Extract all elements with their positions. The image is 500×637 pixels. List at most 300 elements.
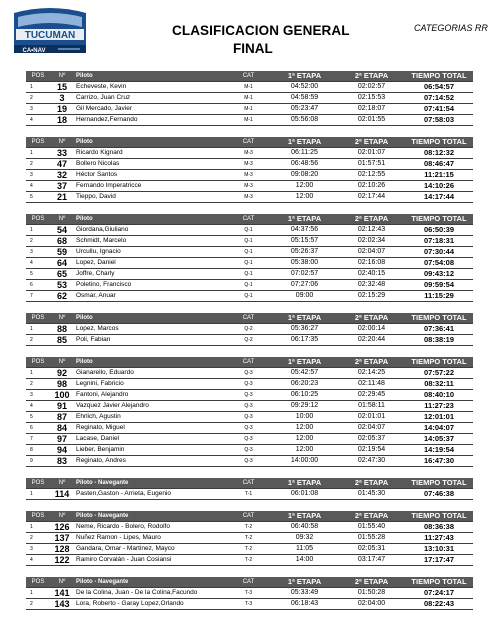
number-cell: 143 <box>50 599 74 610</box>
table-row <box>26 390 473 401</box>
stage-1-cell: 05:56:08 <box>271 115 338 126</box>
pilot-cell: Joffre, Charly <box>74 269 226 280</box>
position-cell: 1 <box>26 82 50 93</box>
category-cell: Q-3 <box>226 401 271 412</box>
table-header-row <box>26 71 473 82</box>
header-stage-2: 2ª ETAPA <box>338 71 405 82</box>
category-cell: Q-1 <box>226 269 271 280</box>
stage-1-cell: 10:00 <box>271 412 338 423</box>
category-cell: Q-1 <box>226 247 271 258</box>
header-pilot: Piloto - Navegante <box>74 478 226 489</box>
stage-2-cell: 02:14:25 <box>338 368 405 379</box>
category-cell: M-3 <box>226 148 271 159</box>
stage-1-cell: 09:00 <box>271 291 338 302</box>
header-category: CAT <box>226 214 271 225</box>
table-row <box>26 93 473 104</box>
page-header <box>0 0 500 62</box>
stage-2-cell: 02:12:43 <box>338 225 405 236</box>
stage-2-cell: 01:58:11 <box>338 401 405 412</box>
category-cell: M-3 <box>226 159 271 170</box>
header-pos: POS <box>26 478 50 489</box>
table-row <box>26 335 473 346</box>
pilot-cell: Bollero Nicolas <box>74 159 226 170</box>
total-time-cell: 08:38:19 <box>405 335 473 346</box>
header-stage-1: 1ª ETAPA <box>271 357 338 368</box>
page-title: CLASIFICACION GENERAL <box>172 23 350 38</box>
header-stage-2: 2ª ETAPA <box>338 214 405 225</box>
position-cell: 3 <box>26 544 50 555</box>
pilot-cell: Vazquez Javier Alejandro <box>74 401 226 412</box>
pilot-cell: Poli, Fabian <box>74 335 226 346</box>
header-total-time: TIEMPO TOTAL <box>405 71 473 82</box>
stage-1-cell: 04:52:00 <box>271 82 338 93</box>
stage-1-cell: 12:00 <box>271 423 338 434</box>
event-logo <box>8 5 92 57</box>
number-cell: 19 <box>50 104 74 115</box>
stage-2-cell: 02:04:07 <box>338 423 405 434</box>
pilot-cell: Poletino, Francisco <box>74 280 226 291</box>
total-time-cell: 08:46:47 <box>405 159 473 170</box>
pilot-cell: Gil Mercado, Javier <box>74 104 226 115</box>
stage-2-cell: 02:05:31 <box>338 544 405 555</box>
stage-2-cell: 02:40:15 <box>338 269 405 280</box>
category-cell: Q-3 <box>226 412 271 423</box>
number-cell: 114 <box>50 489 74 500</box>
category-cell: Q-2 <box>226 324 271 335</box>
position-cell: 1 <box>26 225 50 236</box>
number-cell: 15 <box>50 82 74 93</box>
stage-1-cell: 12:00 <box>271 445 338 456</box>
total-time-cell: 14:05:37 <box>405 434 473 445</box>
header-total-time: TIEMPO TOTAL <box>405 214 473 225</box>
total-time-cell: 08:40:10 <box>405 390 473 401</box>
table-row <box>26 170 473 181</box>
total-time-cell: 07:36:41 <box>405 324 473 335</box>
position-cell: 7 <box>26 434 50 445</box>
table-row <box>26 423 473 434</box>
stage-2-cell: 02:11:48 <box>338 379 405 390</box>
total-time-cell: 09:43:12 <box>405 269 473 280</box>
stage-2-cell: 02:12:55 <box>338 170 405 181</box>
stage-2-cell: 02:17:44 <box>338 192 405 203</box>
stage-2-cell: 02:29:45 <box>338 390 405 401</box>
header-category: CAT <box>226 71 271 82</box>
category-cell: Q-2 <box>226 335 271 346</box>
total-time-cell: 07:30:44 <box>405 247 473 258</box>
stage-1-cell: 12:00 <box>271 434 338 445</box>
stage-2-cell: 02:47:30 <box>338 456 405 467</box>
header-category: CAT <box>226 511 271 522</box>
stage-1-cell: 05:15:57 <box>271 236 338 247</box>
total-time-cell: 14:10:26 <box>405 181 473 192</box>
table-row <box>26 236 473 247</box>
header-pos: POS <box>26 71 50 82</box>
stage-1-cell: 06:48:56 <box>271 159 338 170</box>
stage-1-cell: 06:10:25 <box>271 390 338 401</box>
header-pilot: Piloto <box>74 137 226 148</box>
number-cell: 47 <box>50 159 74 170</box>
results-sections <box>26 71 473 621</box>
total-time-cell: 08:22:43 <box>405 599 473 610</box>
pilot-cell: Nuñez Ramon - Lipes, Mauro <box>74 533 226 544</box>
pilot-cell: Pasten,Gaston - Arrieta, Eugenio <box>74 489 226 500</box>
results-table <box>26 313 473 346</box>
number-cell: 21 <box>50 192 74 203</box>
table-row <box>26 181 473 192</box>
position-cell: 5 <box>26 269 50 280</box>
header-pos: POS <box>26 357 50 368</box>
position-cell: 1 <box>26 588 50 599</box>
total-time-cell: 11:21:15 <box>405 170 473 181</box>
results-table <box>26 577 473 610</box>
stage-1-cell: 05:38:00 <box>271 258 338 269</box>
pilot-cell: Gandara, Omar - Martinez, Mayco <box>74 544 226 555</box>
pilot-cell: Reginato, Miguel <box>74 423 226 434</box>
pilot-cell: Ramiro Corvalán - Juan Cosiansi <box>74 555 226 566</box>
table-header-row <box>26 214 473 225</box>
total-time-cell: 14:04:07 <box>405 423 473 434</box>
number-cell: 126 <box>50 522 74 533</box>
header-category: CAT <box>226 577 271 588</box>
header-number: Nº <box>50 478 74 489</box>
stage-1-cell: 05:26:37 <box>271 247 338 258</box>
stage-1-cell: 12:00 <box>271 192 338 203</box>
stage-2-cell: 02:01:55 <box>338 115 405 126</box>
results-table <box>26 71 473 126</box>
stage-2-cell: 01:45:30 <box>338 489 405 500</box>
header-stage-1: 1ª ETAPA <box>271 313 338 324</box>
position-cell: 1 <box>26 489 50 500</box>
stage-1-cell: 06:18:43 <box>271 599 338 610</box>
number-cell: 83 <box>50 456 74 467</box>
header-stage-1: 1ª ETAPA <box>271 214 338 225</box>
number-cell: 122 <box>50 555 74 566</box>
results-table <box>26 357 473 467</box>
number-cell: 97 <box>50 434 74 445</box>
stage-1-cell: 04:37:56 <box>271 225 338 236</box>
total-time-cell: 11:27:43 <box>405 533 473 544</box>
position-cell: 4 <box>26 555 50 566</box>
stage-2-cell: 01:55:40 <box>338 522 405 533</box>
total-time-cell: 07:41:54 <box>405 104 473 115</box>
stage-2-cell: 02:15:53 <box>338 93 405 104</box>
category-cell: Q-3 <box>226 379 271 390</box>
header-pilot: Piloto <box>74 214 226 225</box>
position-cell: 2 <box>26 236 50 247</box>
category-cell: Q-3 <box>226 445 271 456</box>
stage-2-cell: 02:00:14 <box>338 324 405 335</box>
category-cell: M-3 <box>226 181 271 192</box>
category-cell: Q-3 <box>226 434 271 445</box>
position-cell: 1 <box>26 522 50 533</box>
total-time-cell: 11:27:23 <box>405 401 473 412</box>
stage-1-cell: 11:05 <box>271 544 338 555</box>
stage-1-cell: 14:00:00 <box>271 456 338 467</box>
category-cell: Q-3 <box>226 390 271 401</box>
header-stage-2: 2ª ETAPA <box>338 313 405 324</box>
header-pilot: Piloto <box>74 313 226 324</box>
logo-text-bottom: CA•NAV <box>22 48 46 54</box>
pilot-cell: Giordana,Giuliano <box>74 225 226 236</box>
position-cell: 3 <box>26 170 50 181</box>
number-cell: 98 <box>50 379 74 390</box>
stage-1-cell: 09:29:12 <box>271 401 338 412</box>
total-time-cell: 07:14:52 <box>405 93 473 104</box>
header-pos: POS <box>26 137 50 148</box>
header-pilot: Piloto <box>74 357 226 368</box>
number-cell: 62 <box>50 291 74 302</box>
position-cell: 3 <box>26 104 50 115</box>
header-stage-2: 2ª ETAPA <box>338 478 405 489</box>
pilot-cell: Neme, Ricardo - Bolero, Rodolfo <box>74 522 226 533</box>
table-row <box>26 192 473 203</box>
category-cell: T-2 <box>226 522 271 533</box>
number-cell: 65 <box>50 269 74 280</box>
pilot-cell: Urcullu, Ignacio <box>74 247 226 258</box>
number-cell: 18 <box>50 115 74 126</box>
header-number: Nº <box>50 357 74 368</box>
category-label: CATEGORIAS RR <box>414 23 488 33</box>
table-row <box>26 456 473 467</box>
category-cell: M-1 <box>226 115 271 126</box>
table-row <box>26 115 473 126</box>
category-cell: T-2 <box>226 544 271 555</box>
stage-2-cell: 02:19:54 <box>338 445 405 456</box>
total-time-cell: 07:54:08 <box>405 258 473 269</box>
pilot-cell: Echeveste, Kevin <box>74 82 226 93</box>
total-time-cell: 08:32:11 <box>405 379 473 390</box>
stage-1-cell: 06:01:08 <box>271 489 338 500</box>
total-time-cell: 13:10:31 <box>405 544 473 555</box>
header-number: Nº <box>50 71 74 82</box>
category-cell: M-1 <box>226 93 271 104</box>
table-row <box>26 225 473 236</box>
position-cell: 1 <box>26 368 50 379</box>
results-table <box>26 137 473 203</box>
category-cell: Q-3 <box>226 368 271 379</box>
total-time-cell: 07:58:03 <box>405 115 473 126</box>
table-row <box>26 247 473 258</box>
category-cell: M-3 <box>226 192 271 203</box>
header-number: Nº <box>50 137 74 148</box>
number-cell: 33 <box>50 148 74 159</box>
position-cell: 4 <box>26 115 50 126</box>
pilot-cell: Legnini, Fabricio <box>74 379 226 390</box>
number-cell: 59 <box>50 247 74 258</box>
pilot-cell: Osmar, Anuar <box>74 291 226 302</box>
stage-2-cell: 02:02:57 <box>338 82 405 93</box>
position-cell: 2 <box>26 93 50 104</box>
category-cell: Q-1 <box>226 236 271 247</box>
pilot-cell: Tieppo, David <box>74 192 226 203</box>
header-number: Nº <box>50 214 74 225</box>
category-cell: T-1 <box>226 489 271 500</box>
table-header-row <box>26 511 473 522</box>
number-cell: 137 <box>50 533 74 544</box>
pilot-cell: Carrizo, Juan Cruz <box>74 93 226 104</box>
position-cell: 1 <box>26 324 50 335</box>
category-cell: T-2 <box>226 533 271 544</box>
number-cell: 68 <box>50 236 74 247</box>
stage-1-cell: 06:20:23 <box>271 379 338 390</box>
pilot-cell: Reginato, Andres <box>74 456 226 467</box>
category-cell: Q-1 <box>226 291 271 302</box>
category-cell: Q-1 <box>226 258 271 269</box>
header-pos: POS <box>26 313 50 324</box>
header-total-time: TIEMPO TOTAL <box>405 511 473 522</box>
stage-1-cell: 05:33:49 <box>271 588 338 599</box>
table-header-row <box>26 357 473 368</box>
stage-1-cell: 09:32 <box>271 533 338 544</box>
results-table <box>26 214 473 302</box>
table-row <box>26 445 473 456</box>
table-row <box>26 280 473 291</box>
total-time-cell: 07:57:22 <box>405 368 473 379</box>
header-stage-1: 1ª ETAPA <box>271 478 338 489</box>
total-time-cell: 06:50:39 <box>405 225 473 236</box>
table-row <box>26 434 473 445</box>
table-header-row <box>26 313 473 324</box>
pilot-cell: Lopez, Daniel <box>74 258 226 269</box>
number-cell: 92 <box>50 368 74 379</box>
table-row <box>26 82 473 93</box>
number-cell: 94 <box>50 445 74 456</box>
stage-2-cell: 02:05:37 <box>338 434 405 445</box>
category-cell: M-3 <box>226 170 271 181</box>
category-cell: Q-3 <box>226 423 271 434</box>
stage-2-cell: 02:01:07 <box>338 148 405 159</box>
total-time-cell: 07:46:38 <box>405 489 473 500</box>
total-time-cell: 11:15:29 <box>405 291 473 302</box>
header-category: CAT <box>226 478 271 489</box>
stage-2-cell: 02:10:26 <box>338 181 405 192</box>
stage-2-cell: 02:01:01 <box>338 412 405 423</box>
number-cell: 64 <box>50 258 74 269</box>
position-cell: 2 <box>26 335 50 346</box>
header-stage-2: 2ª ETAPA <box>338 511 405 522</box>
results-table <box>26 511 473 566</box>
stage-2-cell: 01:50:28 <box>338 588 405 599</box>
stage-1-cell: 06:11:25 <box>271 148 338 159</box>
table-row <box>26 522 473 533</box>
header-total-time: TIEMPO TOTAL <box>405 577 473 588</box>
stage-2-cell: 03:17:47 <box>338 555 405 566</box>
table-row <box>26 291 473 302</box>
table-header-row <box>26 577 473 588</box>
total-time-cell: 14:17:44 <box>405 192 473 203</box>
stage-1-cell: 06:40:58 <box>271 522 338 533</box>
stage-2-cell: 02:04:00 <box>338 599 405 610</box>
total-time-cell: 17:17:47 <box>405 555 473 566</box>
logo-text-top: TUCUMAN <box>24 30 76 41</box>
stage-1-cell: 06:17:35 <box>271 335 338 346</box>
table-row <box>26 324 473 335</box>
stage-2-cell: 02:20:44 <box>338 335 405 346</box>
header-number: Nº <box>50 511 74 522</box>
number-cell: 128 <box>50 544 74 555</box>
stage-1-cell: 12:00 <box>271 181 338 192</box>
stage-1-cell: 07:27:06 <box>271 280 338 291</box>
header-stage-2: 2ª ETAPA <box>338 357 405 368</box>
header-stage-2: 2ª ETAPA <box>338 577 405 588</box>
table-row <box>26 599 473 610</box>
category-cell: T-2 <box>226 555 271 566</box>
pilot-cell: Gianarello, Eduardo <box>74 368 226 379</box>
header-stage-1: 1ª ETAPA <box>271 577 338 588</box>
stage-2-cell: 02:32:48 <box>338 280 405 291</box>
total-time-cell: 08:12:32 <box>405 148 473 159</box>
position-cell: 2 <box>26 599 50 610</box>
category-cell: Q-1 <box>226 225 271 236</box>
position-cell: 2 <box>26 533 50 544</box>
table-row <box>26 258 473 269</box>
header-total-time: TIEMPO TOTAL <box>405 313 473 324</box>
table-row <box>26 148 473 159</box>
stage-1-cell: 04:58:59 <box>271 93 338 104</box>
stage-1-cell: 05:42:57 <box>271 368 338 379</box>
position-cell: 8 <box>26 445 50 456</box>
header-number: Nº <box>50 577 74 588</box>
table-row <box>26 401 473 412</box>
pilot-cell: Héctor Santos <box>74 170 226 181</box>
position-cell: 4 <box>26 258 50 269</box>
stage-1-cell: 05:36:27 <box>271 324 338 335</box>
position-cell: 5 <box>26 192 50 203</box>
total-time-cell: 09:59:54 <box>405 280 473 291</box>
position-cell: 4 <box>26 181 50 192</box>
pilot-cell: Hernandez,Fernando <box>74 115 226 126</box>
pilot-cell: Fantoni, Alejandro <box>74 390 226 401</box>
number-cell: 85 <box>50 335 74 346</box>
table-row <box>26 588 473 599</box>
stage-2-cell: 01:57:51 <box>338 159 405 170</box>
category-cell: M-1 <box>226 82 271 93</box>
table-row <box>26 489 473 500</box>
position-cell: 3 <box>26 390 50 401</box>
table-row <box>26 159 473 170</box>
header-pos: POS <box>26 577 50 588</box>
total-time-cell: 12:01:01 <box>405 412 473 423</box>
pilot-cell: Ehrlich, Agustin <box>74 412 226 423</box>
table-row <box>26 269 473 280</box>
category-cell: M-1 <box>226 104 271 115</box>
table-row <box>26 368 473 379</box>
position-cell: 6 <box>26 423 50 434</box>
pilot-cell: Lora, Roberto - Garay Lopez,Orlando <box>74 599 226 610</box>
category-cell: T-3 <box>226 599 271 610</box>
total-time-cell: 07:24:17 <box>405 588 473 599</box>
header-total-time: TIEMPO TOTAL <box>405 357 473 368</box>
number-cell: 100 <box>50 390 74 401</box>
table-row <box>26 544 473 555</box>
stage-2-cell: 02:04:07 <box>338 247 405 258</box>
number-cell: 37 <box>50 181 74 192</box>
page-subtitle: FINAL <box>233 41 273 56</box>
total-time-cell: 16:47:30 <box>405 456 473 467</box>
pilot-cell: Lieber, Benjamin <box>74 445 226 456</box>
total-time-cell: 07:18:31 <box>405 236 473 247</box>
position-cell: 3 <box>26 247 50 258</box>
number-cell: 54 <box>50 225 74 236</box>
header-category: CAT <box>226 313 271 324</box>
total-time-cell: 06:54:57 <box>405 82 473 93</box>
header-pilot: Piloto - Navegante <box>74 577 226 588</box>
stage-1-cell: 07:02:57 <box>271 269 338 280</box>
category-cell: Q-1 <box>226 280 271 291</box>
stage-2-cell: 02:15:29 <box>338 291 405 302</box>
stage-1-cell: 05:23:47 <box>271 104 338 115</box>
number-cell: 88 <box>50 324 74 335</box>
